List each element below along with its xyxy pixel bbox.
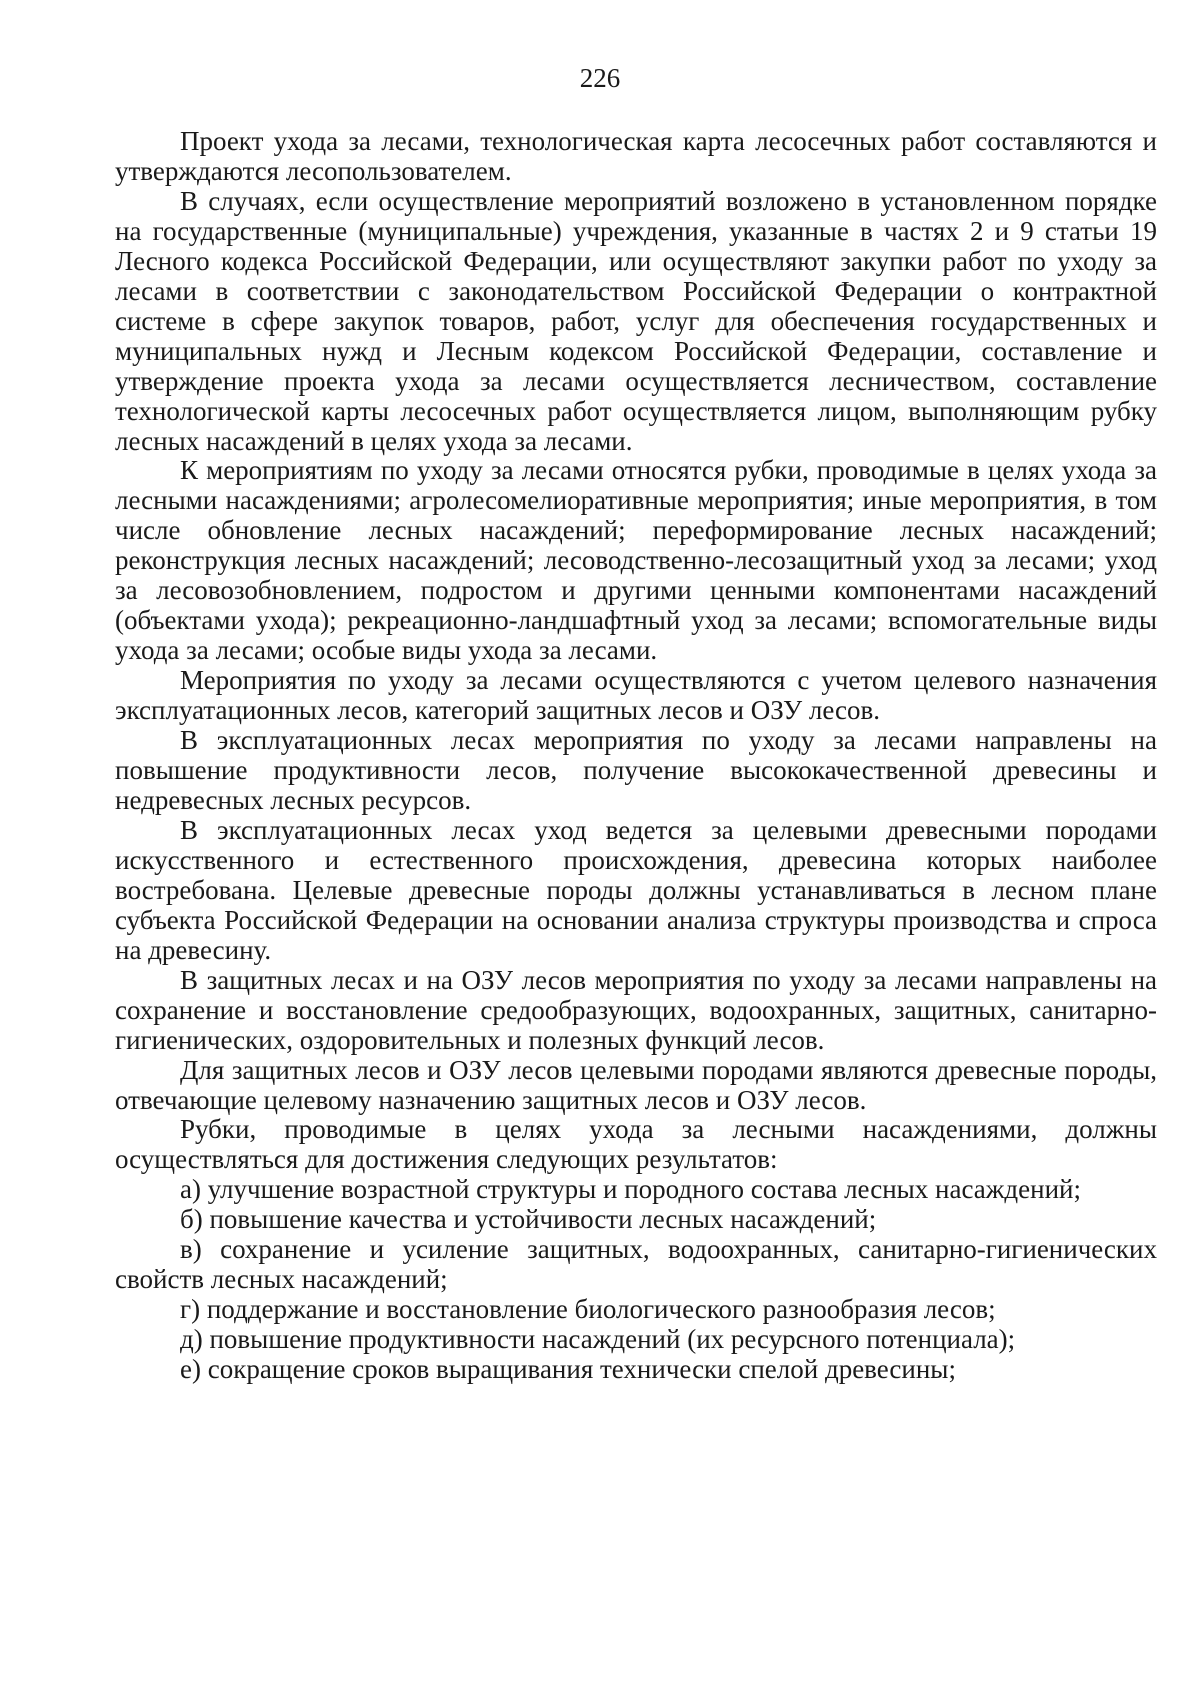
paragraph-project-approval: Проект ухода за лесами, технологическая карта лесосечных работ составляются и утверждаются лесопользователем. <box>115 126 1157 186</box>
list-item-e: е) сокращение сроков выращивания технически спелой древесины; <box>180 1354 956 1385</box>
paragraph-thinning-results-intro: Рубки, проводимые в целях ухода за лесными насаждениями, должны осуществляться для достижения следующих результатов: <box>115 1114 1157 1175</box>
paragraph-exploitation-forests-goals: В эксплуатационных лесах мероприятия по уходу за лесами направлены на повышение продуктивности лесов, получение высококачественной древесины и недревесных лесных ресурсов. <box>115 725 1157 815</box>
list-item-a: а) улучшение возрастной структуры и породного состава лесных насаждений; <box>180 1174 1081 1205</box>
list-item-v: в) сохранение и усиление защитных, водоохранных, санитарно-гигиенических свойств лесных насаждений; <box>115 1234 1157 1295</box>
list-item-g: г) поддержание и восстановление биологического разнообразия лесов; <box>180 1294 996 1325</box>
document-body <box>115 127 1157 1385</box>
list-item-b: б) повышение качества и устойчивости лесных насаждений; <box>180 1204 877 1235</box>
paragraph-institutions: В случаях, если осуществление мероприятий возложено в установленном порядке на государственные (муниципальные) учреждения, указанные в частях 2 и 9 статьи 19 Лесного кодекса Российской Федерации, или осуществляют закупки работ по уходу за лесами в соответствии с законодательством Российской Федерации о контрактной системе в сфере закупок товаров, работ, услуг для обеспечения государственных и муниципальных нужд и Лесным кодексом Российской Федерации, составление и утверждение проекта ухода за лесами осуществляется лесничеством, составление технологической карты лесосечных работ осуществляется лицом, выполняющим рубку лесных насаждений в целях ухода за лесами. <box>115 185 1157 456</box>
paragraph-protective-forests-goals: В защитных лесах и на ОЗУ лесов мероприятия по уходу за лесами направлены на сохранение и восстановление средообразующих, водоохранных, защитных, санитарно-гигиенических, оздоровительных и полезных функций лесов. <box>115 964 1157 1055</box>
page-number: 226 <box>579 63 621 93</box>
paragraph-care-measures: К мероприятиям по уходу за лесами относятся рубки, проводимые в целях ухода за лесными насаждениями; агролесомелиоративные мероприятия; иные мероприятия, в том числе обновление лесных насаждений; переформирование лесных насаждений; реконструкция лесных насаждений; лесоводственно-лесозащитный уход за лесами; уход за лесовозобновлением, подростом и другими ценными компонентами насаждений (объектами ухода); рекреационно-ландшафтный уход за лесами; вспомогательные виды ухода за лесами; особые виды ухода за лесами. <box>115 455 1157 666</box>
paragraph-protective-forests-species: Для защитных лесов и ОЗУ лесов целевыми породами являются древесные породы, отвечающие целевому назначению защитных лесов и ОЗУ лесов. <box>115 1054 1157 1115</box>
list-item-d: д) повышение продуктивности насаждений (их ресурсного потенциала); <box>180 1324 1016 1355</box>
paragraph-target-purpose: Мероприятия по уходу за лесами осуществляются с учетом целевого назначения эксплуатационных лесов, категорий защитных лесов и ОЗУ лесов. <box>115 665 1157 726</box>
paragraph-exploitation-forests-species: В эксплуатационных лесах уход ведется за целевыми древесными породами искусственного и естественного происхождения, древесина которых наиболее востребована. Целевые древесные породы должны устанавливаться в лесном плане субъекта Российской Федерации на основании анализа структуры производства и спроса на древесину. <box>115 814 1157 965</box>
